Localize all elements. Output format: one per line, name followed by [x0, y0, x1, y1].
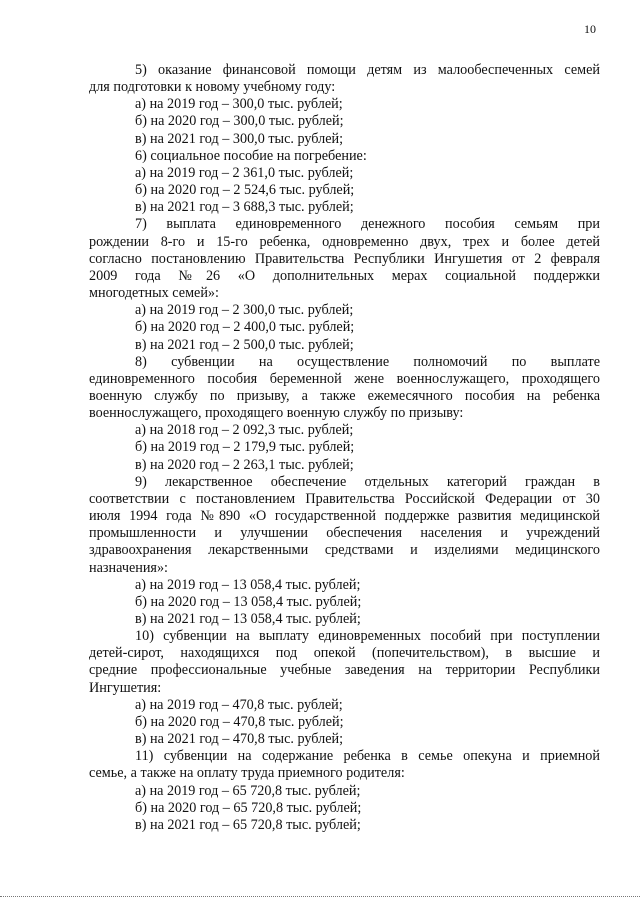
list-item: б) на 2020 год – 2 400,0 тыс. рублей;: [135, 319, 355, 336]
paragraph-line: Ингушетия:: [89, 679, 162, 696]
paragraph-line: 7) выплата единовременного денежного пособия семьям при: [135, 216, 600, 233]
scan-edge-divider: [0, 896, 640, 898]
list-item: а) на 2019 год – 13 058,4 тыс. рублей;: [135, 576, 361, 593]
paragraph-line: июля 1994 года №890 «О государственной поддержке развития медицинской: [89, 508, 600, 525]
list-item: а) на 2019 год – 65 720,8 тыс. рублей;: [135, 782, 361, 799]
list-item: б) на 2020 год – 300,0 тыс. рублей;: [135, 113, 344, 130]
list-item: в) на 2021 год – 65 720,8 тыс. рублей;: [135, 816, 361, 833]
list-item: б) на 2020 год – 13 058,4 тыс. рублей;: [135, 593, 362, 610]
paragraph-line: назначения»:: [89, 559, 168, 576]
paragraph-line: соответствии с постановлением Правительства Российской Федерации от 30: [89, 490, 600, 507]
paragraph-line: единовременного пособия беременной жене военнослужащего, проходящего: [89, 370, 600, 387]
paragraph-line: военнослужащего, проходящего военную службу по призыву:: [89, 405, 464, 422]
paragraph-line: для подготовки к новому учебному году:: [89, 79, 336, 96]
document-body: [89, 62, 600, 834]
paragraph-line: промышленности и улучшении обеспечения населения и учреждений: [89, 525, 600, 542]
paragraph-line: рождении 8-го и 15-го ребенка, одновременно двух, трех и более детей: [89, 233, 600, 250]
list-item: в) на 2021 год – 13 058,4 тыс. рублей;: [135, 611, 361, 627]
paragraph-line: 10) субвенции на выплату единовременных пособий при поступлении: [135, 628, 600, 645]
list-item: а) на 2018 год – 2 092,3 тыс. рублей;: [135, 422, 354, 439]
paragraph-line: 11) субвенции на содержание ребенка в семье опекуна и приемной: [135, 748, 600, 765]
paragraph-line: 6) социальное пособие на погребение:: [135, 147, 367, 164]
list-item: б) на 2020 год – 65 720,8 тыс. рублей;: [135, 799, 362, 816]
paragraph-line: согласно постановлению Правительства Республики Ингушетия от 2 февраля: [89, 250, 600, 267]
list-item: а) на 2019 год – 300,0 тыс. рублей;: [135, 96, 343, 113]
paragraph-line: 9) лекарственное обеспечение отдельных категорий граждан в: [135, 473, 600, 490]
list-item: б) на 2019 год – 2 179,9 тыс. рублей;: [135, 439, 355, 456]
paragraph-line: многодетных семей»:: [89, 285, 219, 302]
list-item: в) на 2021 год – 3 688,3 тыс. рублей;: [135, 199, 354, 216]
page-number: 10: [584, 22, 596, 36]
list-item: б) на 2020 год – 2 524,6 тыс. рублей;: [135, 182, 355, 199]
paragraph-line: военную службу по призыву, а также ежемесячного пособия на ребенка: [89, 387, 600, 404]
paragraph-line: средние профессиональные учебные заведения на территории Республики: [89, 662, 600, 679]
paragraph-line: 5) оказание финансовой помощи детям из малообеспеченных семей: [135, 62, 600, 78]
list-item: б) на 2020 год – 470,8 тыс. рублей;: [135, 713, 344, 730]
paragraph-line: 8) субвенции на осуществление полномочий по выплате: [135, 353, 600, 370]
list-item: в) на 2021 год – 2 500,0 тыс. рублей;: [135, 336, 354, 353]
paragraph-line: здравоохранения лекарственными средствами и изделиями медицинского: [89, 542, 600, 559]
list-item: в) на 2021 год – 470,8 тыс. рублей;: [135, 731, 344, 748]
list-item: в) на 2020 год – 2 263,1 тыс. рублей;: [135, 456, 354, 473]
paragraph-line: детей-сирот, находящихся под опекой (попечительством), в высшие и: [89, 645, 600, 662]
list-item: а) на 2019 год – 2 300,0 тыс. рублей;: [135, 302, 354, 319]
paragraph-line: 2009 года №26 «О дополнительных мерах социальной поддержки: [89, 267, 600, 284]
list-item: в) на 2021 год – 300,0 тыс. рублей;: [135, 130, 344, 147]
list-item: а) на 2019 год – 2 361,0 тыс. рублей;: [135, 164, 354, 181]
list-item: а) на 2019 год – 470,8 тыс. рублей;: [135, 696, 343, 713]
paragraph-line: семье, а также на оплату труда приемного родителя:: [89, 765, 405, 782]
